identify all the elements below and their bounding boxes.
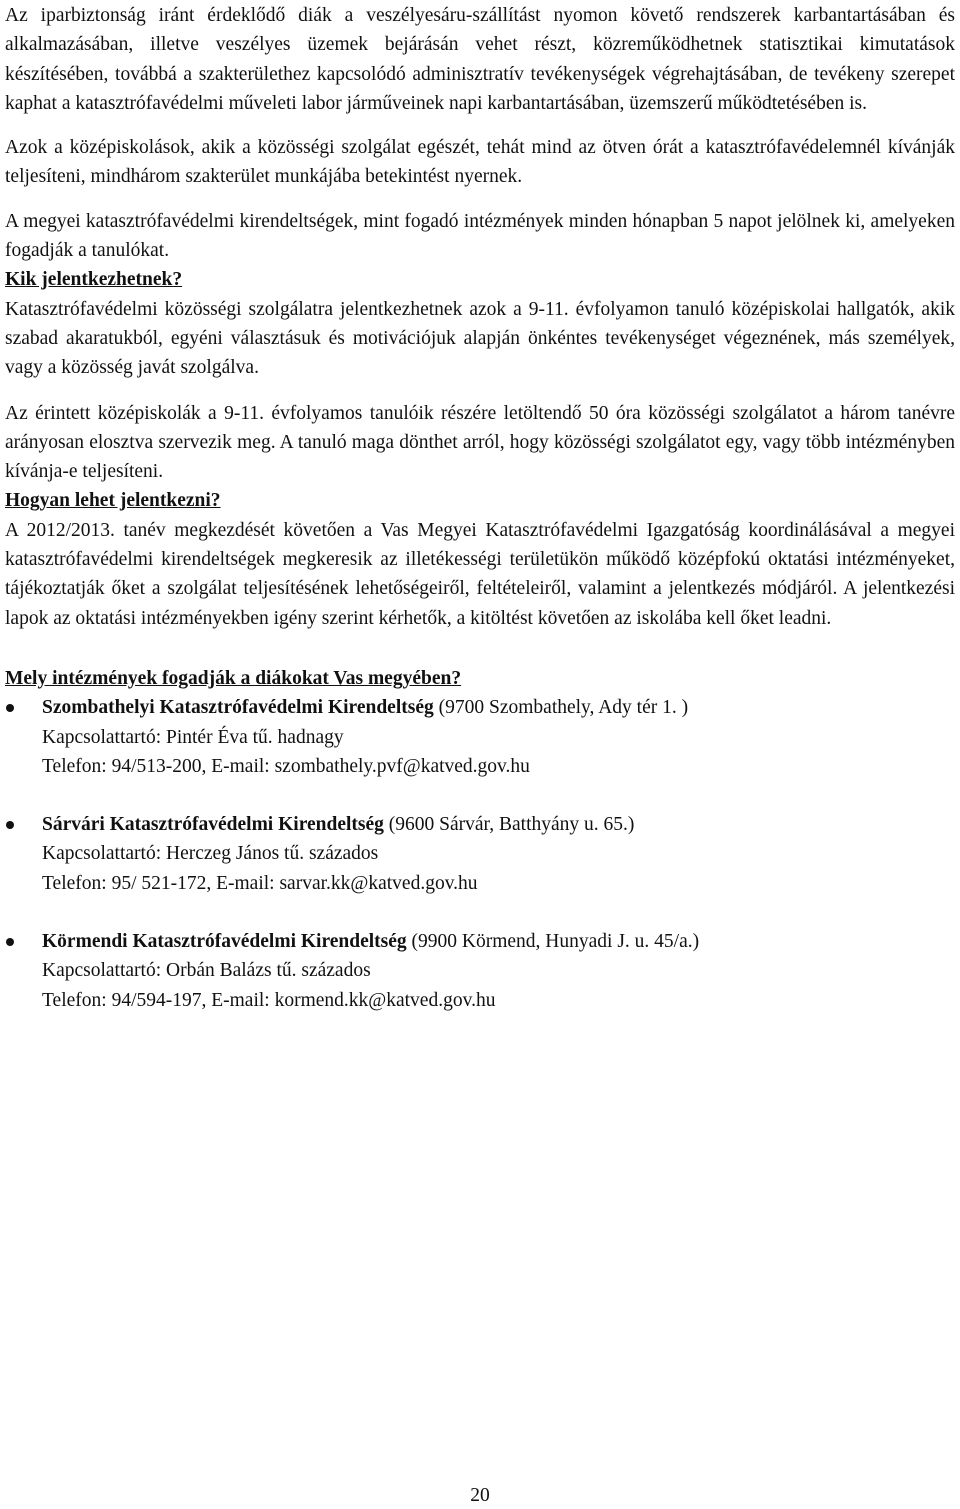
document-page: [5, 0, 955, 1015]
heading-which-institutions: Mely intézmények fogadják a diákokat Vas megyében?: [5, 667, 462, 689]
office-phone-email: Telefon: 95/ 521-172, E-mail: sarvar.kk@katved.gov.hu: [42, 872, 478, 894]
office-item-kormend: [5, 927, 955, 1015]
office-title-line: [42, 810, 955, 839]
office-phone-email: Telefon: 94/594-197, E-mail: kormend.kk@katved.gov.hu: [42, 989, 496, 1011]
heading-who-can-apply: Kik jelentkezhetnek?: [5, 269, 183, 291]
office-address: (9700 Szombathely, Ady tér 1. ): [433, 697, 689, 719]
paragraph-eligibility: Katasztrófavédelmi közösségi szolgálatra jelentkezhetnek azok a 9-11. évfolyamon tanuló középiskolai hallgatók, akik szabad akaratukból, egyéni választásuk és motivációjuk alapján önkéntes tevékenységet végeznének, más személyek, vagy a közösség javát szolgálva.: [5, 298, 955, 379]
paragraph-full-service: Azok a középiskolások, akik a közösségi szolgálat egészét, tehát mind az ötven órát a katasztrófavédelemnél kívánják teljesíteni, mindhárom szakterület munkájába betekintést nyernek.: [5, 137, 955, 188]
office-address: (9900 Körmend, Hunyadi J. u. 45/a.): [406, 931, 700, 953]
heading-how-to-apply: Hogyan lehet jelentkezni?: [5, 490, 221, 512]
office-title-line: [42, 693, 955, 722]
page-number: 20: [470, 1485, 490, 1506]
office-item-sarvar: [5, 810, 955, 898]
office-name: Körmendi Katasztrófavédelmi Kirendeltség: [42, 931, 407, 953]
office-list: [5, 693, 955, 1015]
paragraph-county-offices: A megyei katasztrófavédelmi kirendeltségek, mint fogadó intézmények minden hónapban 5 napot jelölnek ki, amelyeken fogadják a tanulókat.: [5, 210, 955, 262]
office-name: Szombathelyi Katasztrófavédelmi Kirendeltség: [42, 697, 434, 719]
office-phone-email: Telefon: 94/513-200, E-mail: szombathely.pvf@katved.gov.hu: [42, 755, 530, 777]
paragraph-industrial-safety: Az iparbiztonság iránt érdeklődő diák a veszélyesáru-szállítást nyomon követő rendszerek karbantartásában és alkalmazásában, illetve veszélyes üzemek bejárásán vehet részt, közreműködhetnek statisztikai kimutatások készítésében, továbbá a szakterülethez kapcsolódó adminisztratív tevékenységek végrehajtásában, de tevékeny szerepet kaphat a katasztrófavédelmi műveleti labor járműveinek napi karbantartásában, üzemszerű működtetésében is.: [5, 5, 955, 114]
office-item-szombathely: [5, 693, 955, 781]
office-name: Sárvári Katasztrófavédelmi Kirendeltség: [42, 814, 384, 836]
office-contact: Kapcsolattartó: Pintér Éva tű. hadnagy: [42, 726, 344, 748]
office-title-line: [42, 927, 955, 956]
office-contact: Kapcsolattartó: Orbán Balázs tű. százados: [42, 960, 371, 982]
office-contact: Kapcsolattartó: Herczeg János tű. százados: [42, 843, 379, 865]
office-address: (9600 Sárvár, Batthyány u. 65.): [383, 814, 635, 836]
paragraph-application-process: A 2012/2013. tanév megkezdését követően a Vas Megyei Katasztrófavédelmi Igazgatóság koordinálásával a megyei katasztrófavédelmi kirendeltségek megkeresik az illetékességi területükön működő középfokú oktatási intézményeket, tájékoztatják őket a szolgálat teljesítésének lehetőségeiről, feltételeiről, valamint a jelentkezés módjáról. A jelentkezési lapok az oktatási intézményekben igény szerint kérhetők, a kitöltést követően az iskolába kell őket leadni.: [5, 519, 955, 629]
paragraph-school-organisation: Az érintett középiskolák a 9-11. évfolyamos tanulóik részére letöltendő 50 óra közösségi szolgálatot a három tanévre arányosan elosztva szervezik meg. A tanuló maga dönthet arról, hogy közösségi szolgálatot egy, vagy több intézményben kívánja-e teljesíteni.: [5, 402, 955, 483]
